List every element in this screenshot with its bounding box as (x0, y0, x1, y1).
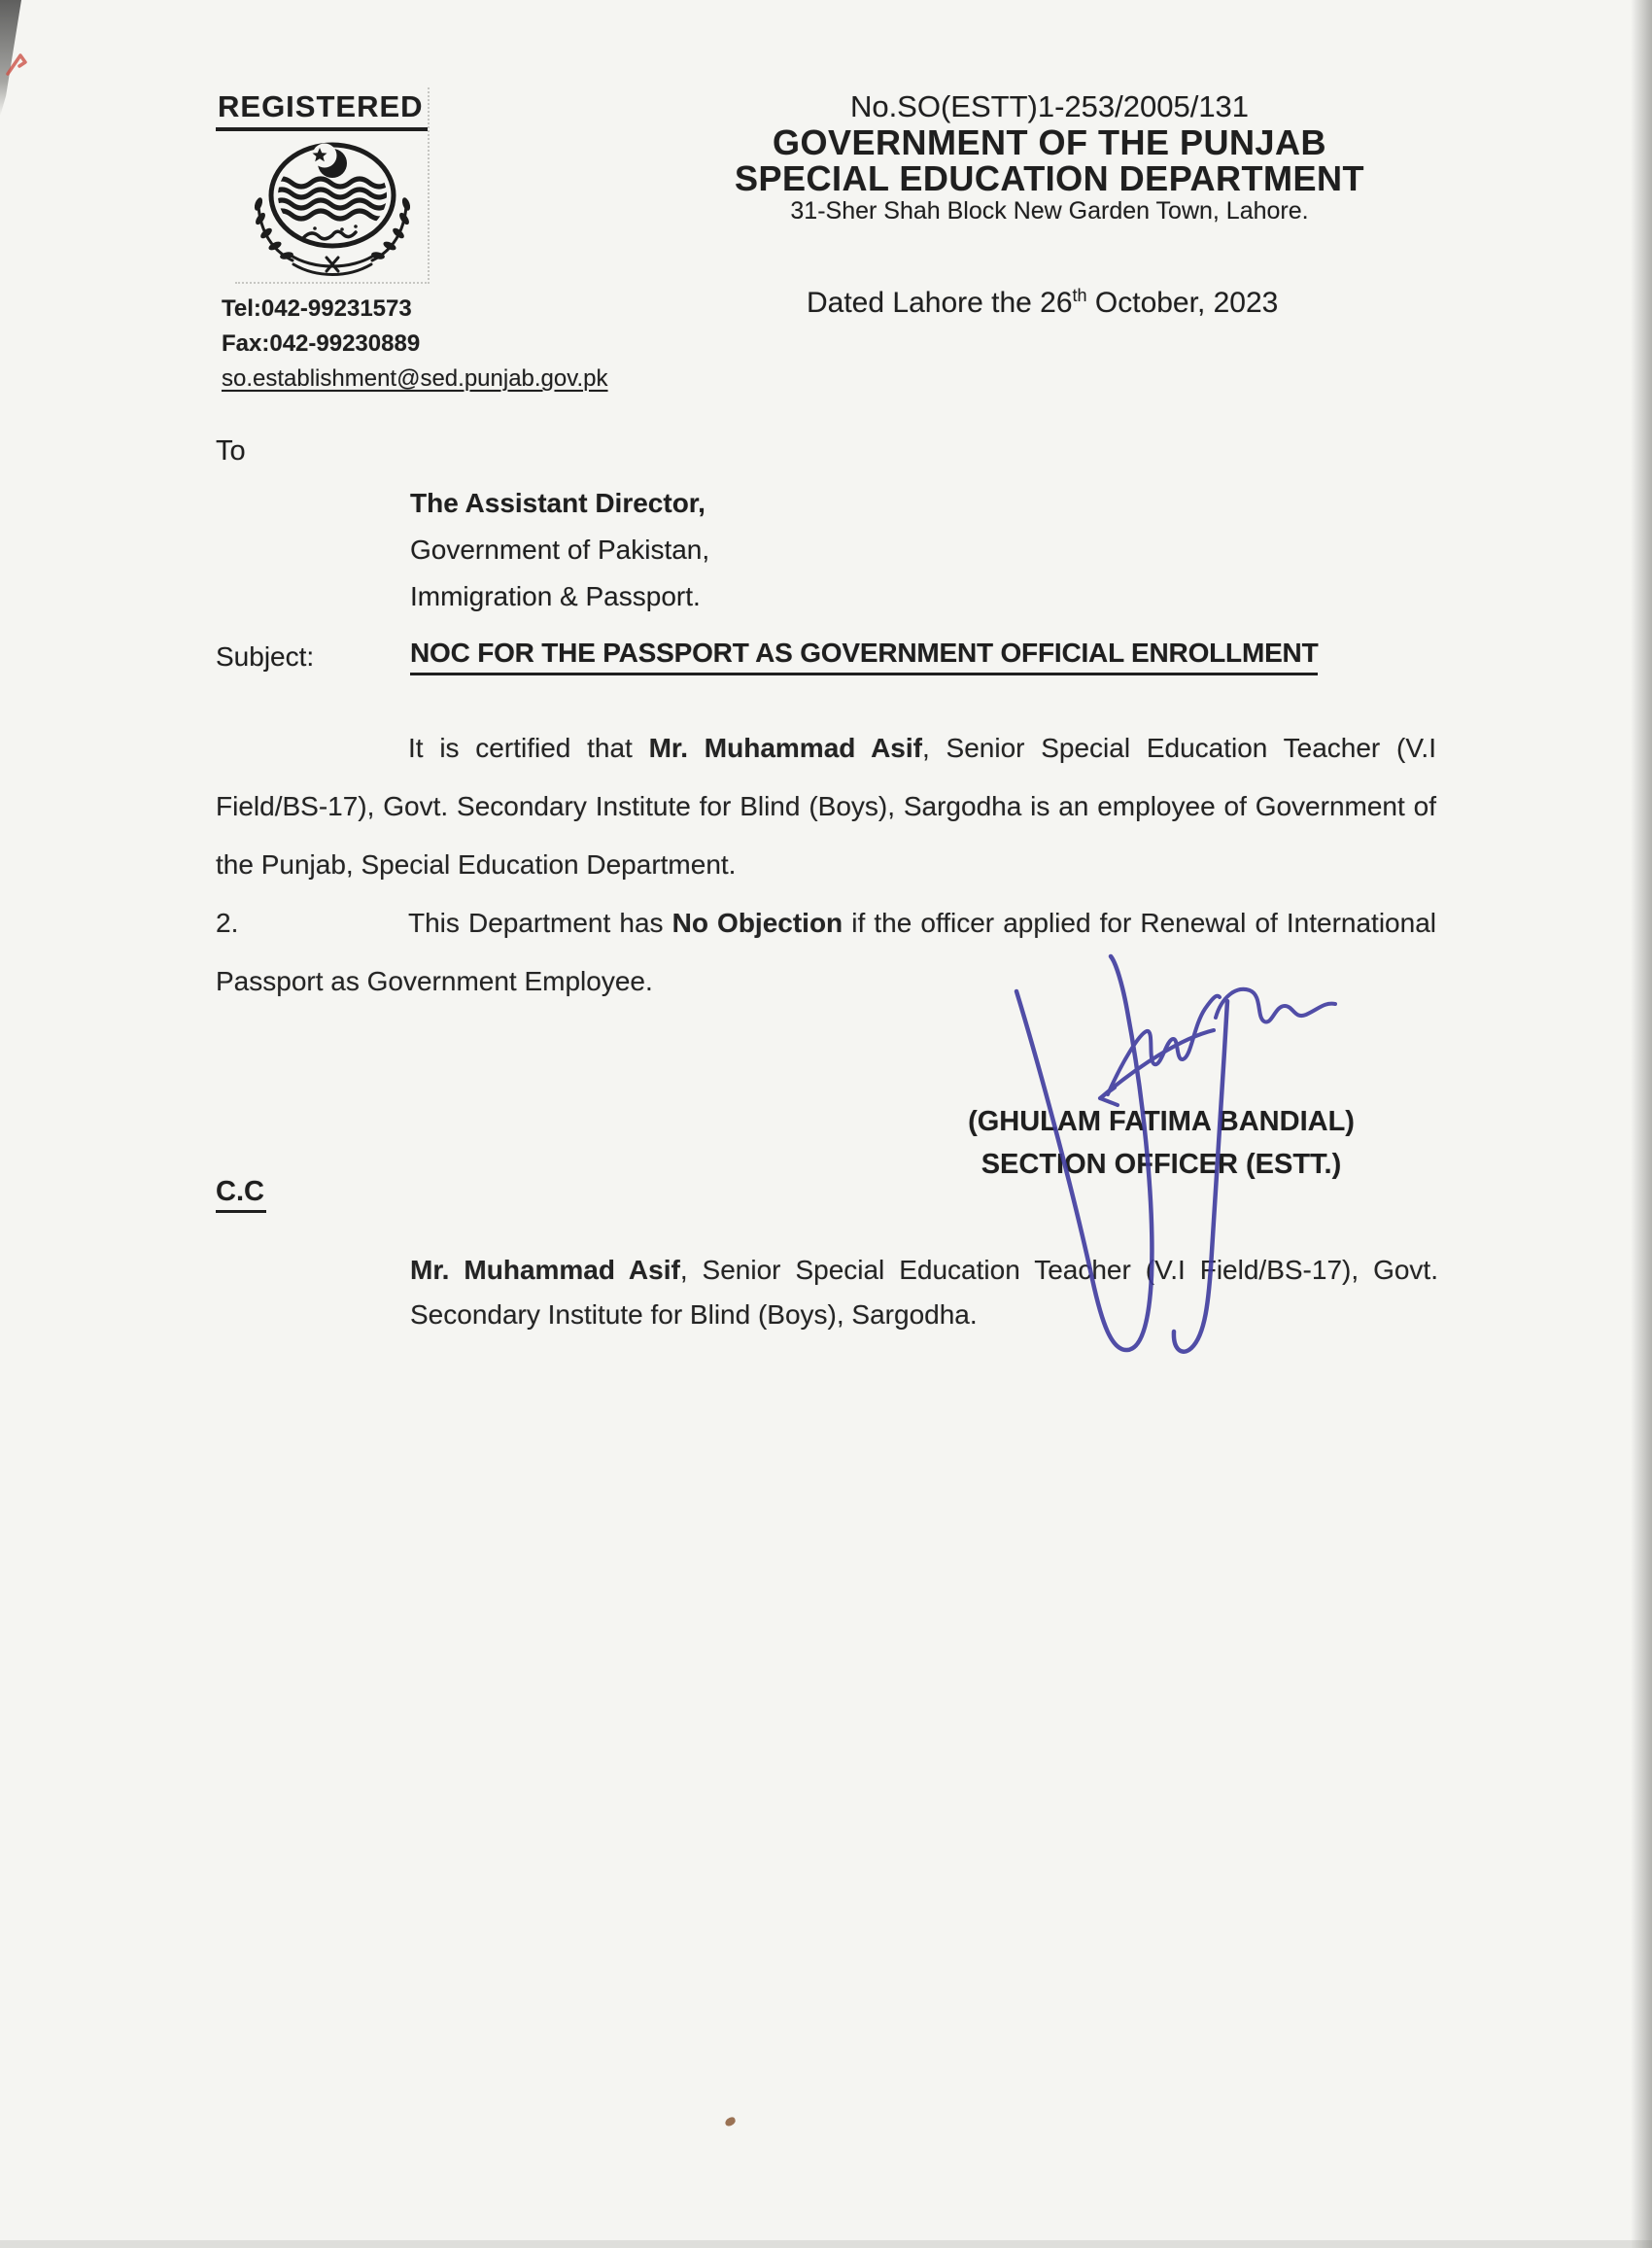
cc-recipient-rest: , Senior Special Education Teacher (V.I Field/BS-17), Govt. Secondary Institute for Blind (Boys), Sargodha. (410, 1255, 1438, 1330)
addressee-org: Government of Pakistan, (410, 535, 710, 565)
scan-edge-shadow-right (1631, 0, 1652, 2248)
body-paragraph-1 (216, 719, 1436, 894)
punjab-emblem-logo (243, 136, 437, 284)
date-ordinal: th (1072, 286, 1087, 305)
p2-no-objection: No Objection (671, 908, 843, 938)
department-address: 31-Sher Shah Block New Garden Town, Lahore. (790, 197, 1309, 225)
addressee-block (410, 480, 709, 620)
addressee-dept: Immigration & Passport. (410, 581, 701, 611)
fax-number: Fax:042-99230889 (222, 330, 421, 357)
cc-recipient-name: Mr. Muhammad Asif (410, 1255, 680, 1285)
scan-edge-shadow-bottom (0, 2240, 1652, 2248)
date-text: Dated Lahore the 26 (807, 287, 1073, 319)
letterhead-heading (680, 89, 1419, 225)
addressee-title: The Assistant Director, (410, 488, 706, 518)
reference-number: No.SO(ESTT)1-253/2005/131 (849, 89, 1250, 123)
p1-officer-name: Mr. Muhammad Asif (648, 733, 922, 763)
p2-number: 2. (216, 908, 239, 938)
subject-label: Subject: (216, 641, 315, 672)
telephone-number: Tel:042-99231573 (222, 295, 412, 322)
cc-label: C.C (216, 1176, 266, 1213)
registered-label: REGISTERED (216, 89, 428, 131)
salutation-to: To (216, 435, 246, 467)
p1-pre: It is certified that (408, 733, 649, 763)
department-name: SPECIAL EDUCATION DEPARTMENT (734, 158, 1365, 198)
signatory-title: SECTION OFFICER (ESTT.) (981, 1149, 1342, 1180)
p1-post: , Senior Special Education Teacher (V.I Field/BS-17), Govt. Secondary Institute for Blind (Boys), Sargodha is an employee of Government of the Punjab, Special Education Department. (216, 733, 1436, 880)
government-name: GOVERNMENT OF THE PUNJAB (772, 122, 1327, 162)
handwritten-signature (991, 933, 1360, 1370)
p2-pre: This Department has (408, 908, 672, 938)
contact-block (222, 292, 608, 397)
paper-speck (724, 2116, 737, 2127)
email-address: so.establishment@sed.punjab.gov.pk (222, 365, 608, 392)
red-pen-mark (0, 39, 39, 87)
subject-text: NOC FOR THE PASSPORT AS GOVERNMENT OFFICIAL ENROLLMENT (410, 638, 1318, 675)
date-rest: October, 2023 (1086, 287, 1279, 319)
date-line (807, 286, 1278, 320)
signatory-name: (GHULAM FATIMA BANDIAL) (968, 1106, 1355, 1137)
p2-post: if the officer applied for Renewal of International Passport as Government Employee. (216, 908, 1436, 996)
